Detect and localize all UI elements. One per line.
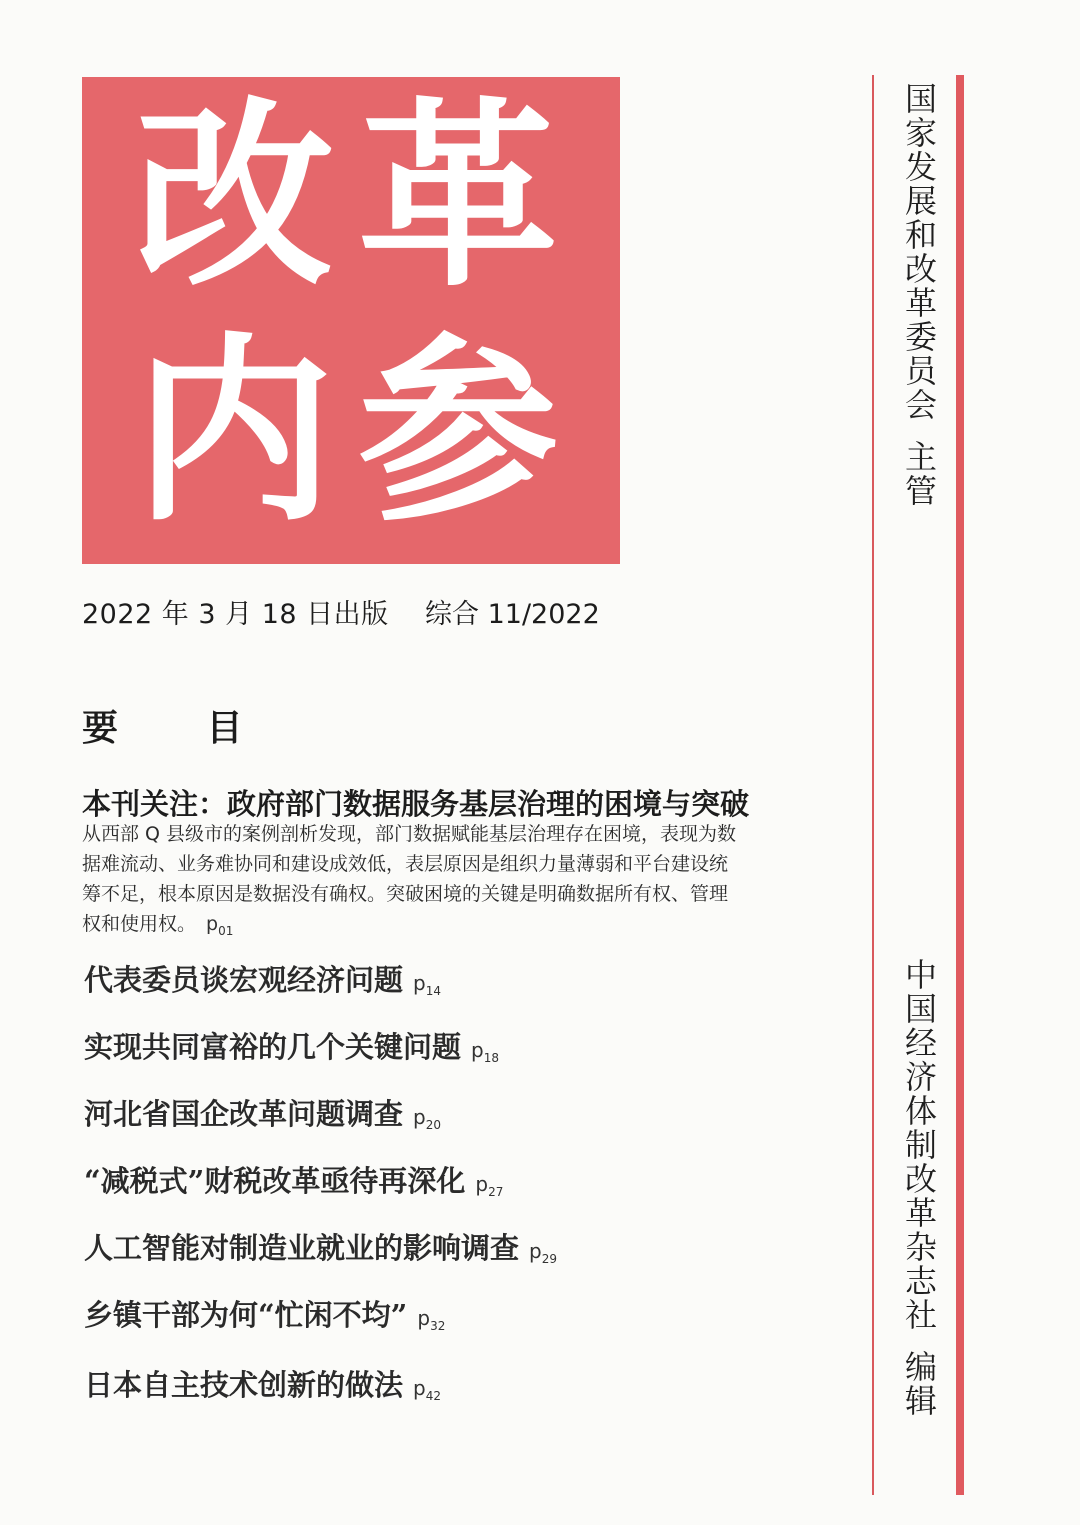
masthead-char-2: 革	[358, 79, 559, 314]
page-prefix: p	[206, 913, 219, 935]
toc-item-title: 代表委员谈宏观经济问题	[84, 963, 404, 997]
page-number: 42	[425, 1389, 441, 1403]
toc-item-page-ref: $p_{18}$	[471, 1038, 499, 1065]
masthead-char-4: 参	[358, 314, 559, 549]
page-number: 29	[541, 1252, 557, 1266]
toc-item-title: 人工智能对制造业就业的影响调查	[84, 1231, 520, 1265]
toc-item[interactable]	[84, 1226, 557, 1267]
toc-item-page-ref: $p_{20}$	[413, 1105, 441, 1132]
toc-item-title: 乡镇干部为何“忙闲不均”	[84, 1298, 408, 1332]
toc-item-title: “减税式”财税改革亟待再深化	[84, 1164, 466, 1198]
toc-item-title: 河北省国企改革问题调查	[84, 1097, 404, 1131]
page-number: 14	[425, 984, 441, 998]
toc-heading: 要 目	[82, 708, 281, 749]
supervisor-org: 国家发展和改革委员会	[900, 82, 938, 422]
divider-line-thin	[872, 75, 874, 1495]
page-number: 27	[488, 1185, 504, 1199]
masthead-char-1: 改	[134, 79, 335, 314]
masthead-char-3: 内	[134, 314, 335, 549]
feature-title[interactable]: 本刊关注：政府部门数据服务基层治理的困境与突破	[82, 787, 750, 821]
masthead-block	[82, 77, 620, 564]
toc-item[interactable]	[84, 1092, 441, 1133]
editor-role: 编辑	[900, 1350, 938, 1418]
feature-page-ref	[206, 913, 234, 938]
toc-item-page-ref: $p_{32}$	[417, 1306, 446, 1333]
page-number: 20	[425, 1118, 441, 1132]
toc-item-page-ref: $p_{14}$	[413, 971, 441, 998]
toc-item[interactable]	[84, 1025, 499, 1066]
toc-item[interactable]	[84, 1363, 441, 1404]
supervisor-credit	[896, 82, 942, 508]
page-number: 18	[483, 1051, 499, 1065]
toc-item[interactable]	[84, 958, 441, 999]
toc-item-page-ref: $p_{42}$	[413, 1376, 441, 1403]
toc-item-title: 日本自主技术创新的做法	[84, 1368, 404, 1402]
toc-item-page-ref: $p_{29}$	[529, 1239, 557, 1266]
toc-item[interactable]	[84, 1293, 445, 1334]
supervisor-role: 主管	[900, 440, 938, 508]
editor-credit	[896, 958, 942, 1418]
toc-item-page-ref: $p_{27}$	[475, 1172, 504, 1199]
toc-item[interactable]	[84, 1159, 503, 1200]
divider-line-thick	[956, 75, 964, 1495]
issue-number: 综合 11/2022	[425, 599, 600, 630]
page-number: 01	[218, 923, 234, 938]
toc-item-title: 实现共同富裕的几个关键问题	[84, 1030, 462, 1064]
feature-summary-text: 从西部 Q 县级市的案例剖析发现，部门数据赋能基层治理存在困境，表现为数据难流动、业务难协同和建设成效低，表层原因是组织力量薄弱和平台建设统筹不足，根本原因是数据没有确权。突破困境的关键是明确数据所有权、管理权和使用权。	[82, 823, 737, 935]
page-number: 32	[430, 1319, 446, 1333]
publication-date: 2022 年 3 月 18 日出版	[82, 599, 389, 630]
feature-summary	[82, 819, 742, 946]
editor-org: 中国经济体制改革杂志社	[900, 958, 938, 1332]
